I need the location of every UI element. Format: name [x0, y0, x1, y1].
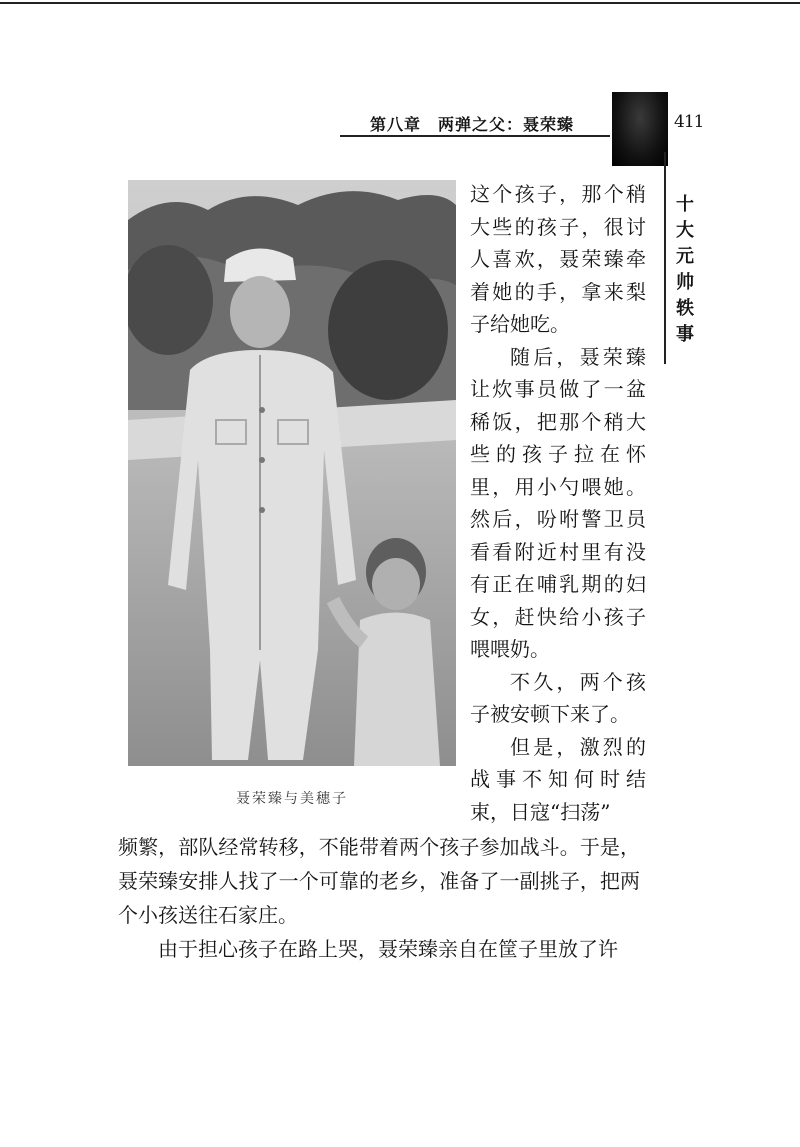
series-title-char: 十: [676, 194, 694, 215]
series-title-rule: [664, 152, 666, 364]
photo-caption: 聂荣臻与美穗子: [236, 791, 348, 807]
column-paragraph: 但是，激烈的战事不知何时结束，日寇“扫荡”: [470, 734, 646, 824]
body-paragraph: 由于担心孩子在路上哭，聂荣臻亲自在筐子里放了许: [158, 937, 618, 961]
column-paragraph: 随后，聂荣臻让炊事员做了一盆稀饭，把那个稍大些的孩子拉在怀里，用小勺喂她。然后，吩咐警卫员看看附近村里有没有正在哺乳期的妇女，赶快给小孩子喂喂奶。: [470, 344, 646, 661]
column-paragraph: 不久，两个孩子被安顿下来了。: [470, 669, 646, 726]
header-portrait-image: [612, 92, 668, 166]
chapter-header: 第八章 两弹之父：聂荣臻: [370, 115, 575, 134]
historical-photo: [128, 180, 456, 766]
page-number: 411: [674, 112, 704, 132]
series-title-char: 帅: [676, 272, 694, 293]
top-border-line: [0, 2, 800, 4]
body-text: [118, 830, 640, 966]
header-rule: [340, 135, 610, 137]
series-title-char: 元: [676, 246, 694, 267]
photo-illustration: [128, 180, 456, 766]
series-title-char: 大: [676, 220, 694, 241]
series-title: [672, 192, 698, 348]
column-text: [470, 178, 646, 828]
series-title-char: 事: [676, 324, 694, 345]
body-paragraph: 频繁，部队经常转移，不能带着两个孩子参加战斗。于是，聂荣臻安排人找了一个可靠的老乡，准备了一副挑子，把两个小孩送往石家庄。: [118, 835, 640, 927]
column-paragraph: 这个孩子，那个稍大些的孩子，很讨人喜欢，聂荣臻牵着她的手，拿来梨子给她吃。: [470, 182, 646, 336]
series-title-char: 轶: [676, 298, 694, 319]
